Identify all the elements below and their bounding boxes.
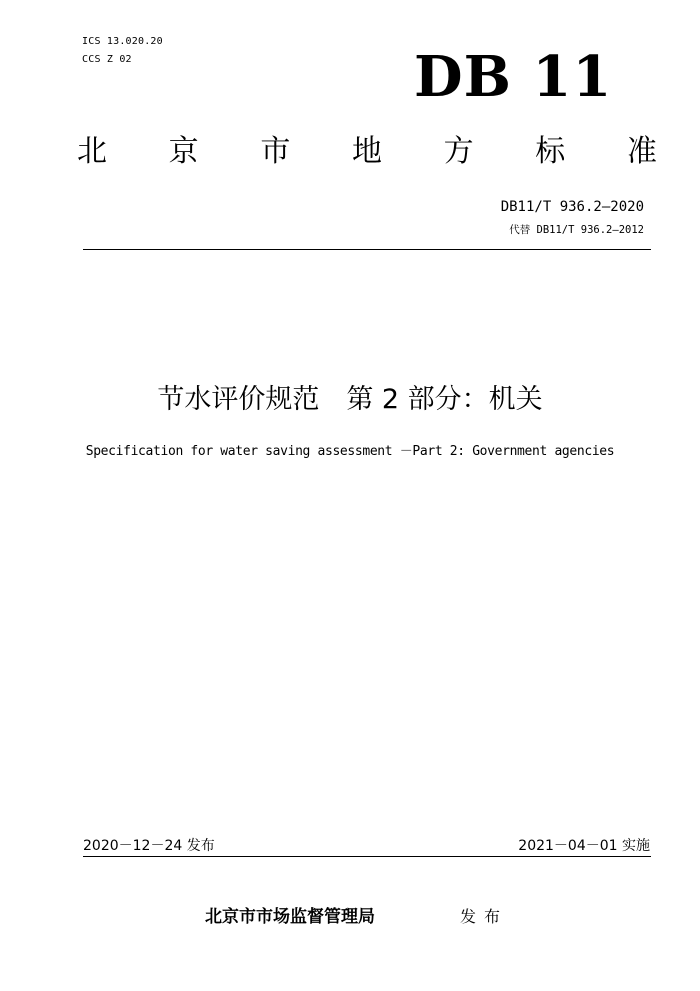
implementation-date: 2021－04－01 实施 bbox=[518, 838, 650, 854]
header-divider bbox=[83, 249, 651, 250]
standard-type-char: 方 bbox=[443, 134, 474, 169]
standard-type-char: 准 bbox=[626, 134, 657, 169]
issue-label: 发布 bbox=[460, 907, 509, 926]
standard-type-char: 标 bbox=[535, 134, 566, 169]
issue-date: 2020－12－24 发布 bbox=[83, 838, 215, 854]
db11-logo: DB 11 bbox=[414, 44, 613, 110]
standard-type-char: 市 bbox=[260, 134, 291, 169]
ccs-code: CCS Z 02 bbox=[82, 54, 132, 65]
standard-type-char: 地 bbox=[351, 134, 382, 169]
standard-type-title bbox=[77, 132, 657, 172]
standard-type-char: 北 bbox=[77, 134, 107, 169]
document-title-chinese: 节水评价规范 第 2 部分：机关 bbox=[157, 384, 543, 415]
issuing-authority: 北京市市场监督管理局 bbox=[205, 907, 375, 927]
replaces-standard: 代替 DB11/T 936.2—2012 bbox=[509, 224, 644, 236]
ics-code: ICS 13.020.20 bbox=[82, 36, 163, 47]
standard-number: DB11/T 936.2—2020 bbox=[500, 199, 644, 215]
document-title-english: Specification for water saving assessment －Part 2: Government agencies bbox=[85, 444, 615, 459]
footer-divider bbox=[83, 856, 651, 857]
standard-type-char: 京 bbox=[168, 134, 199, 169]
